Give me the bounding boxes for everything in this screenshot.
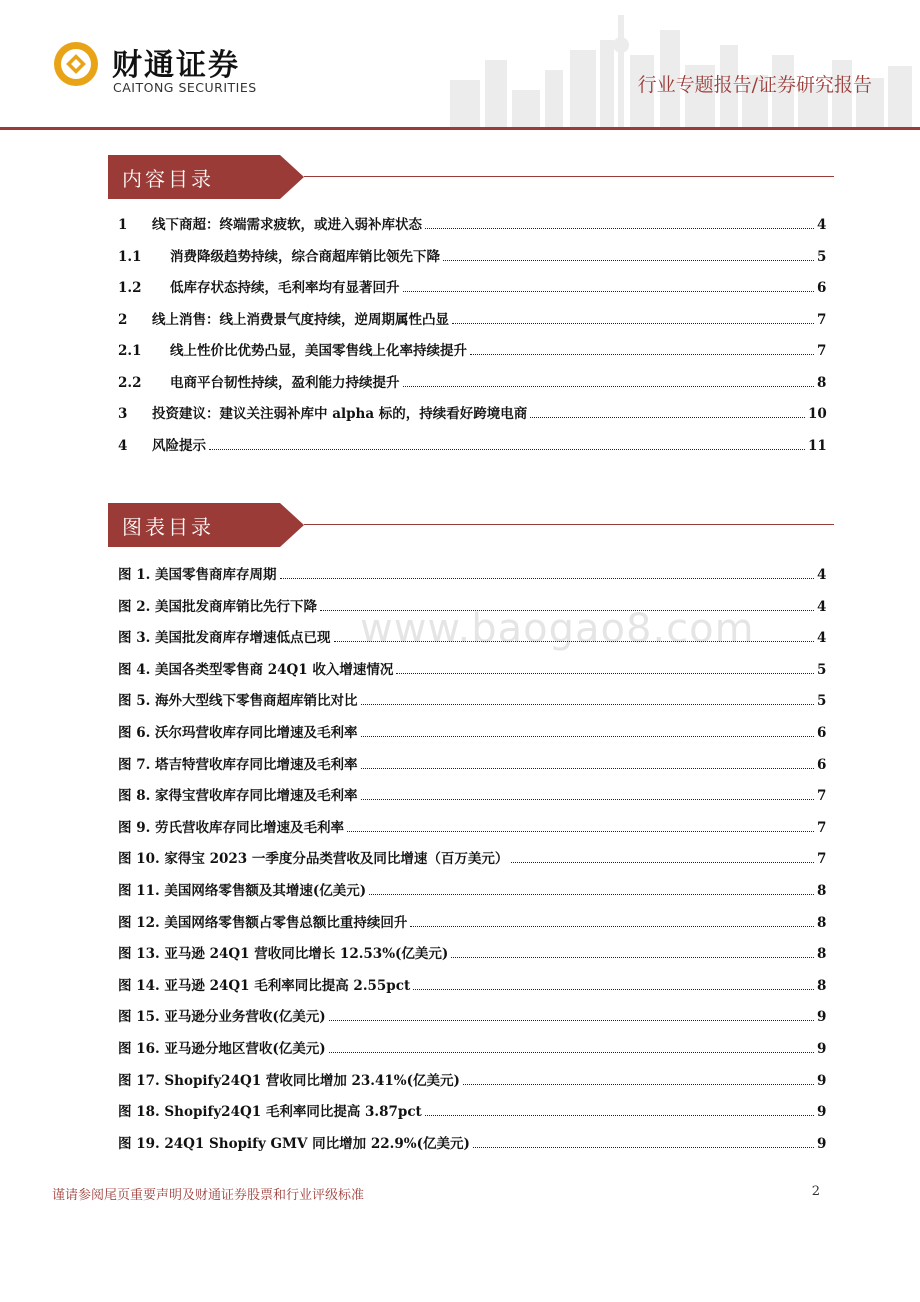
leader-dots	[329, 1052, 814, 1053]
figure-item-page: 9	[817, 1040, 827, 1057]
figure-item[interactable]	[118, 816, 826, 848]
toc-title: 内容目录	[122, 167, 214, 191]
figure-item[interactable]	[118, 658, 826, 690]
toc-item-title: 线上消售：线上消费景气度持续，逆周期属性凸显	[152, 311, 449, 328]
figure-item-title: 图 2. 美国批发商库销比先行下降	[118, 598, 317, 615]
toc-item-number: 1.2	[118, 280, 142, 296]
figure-item-page: 7	[817, 788, 827, 805]
figure-item-page: 9	[817, 1104, 827, 1121]
figures-title: 图表目录	[122, 515, 214, 539]
figure-item[interactable]	[118, 879, 826, 911]
toc-item-page: 4	[817, 217, 827, 233]
toc-item-page: 5	[817, 248, 827, 265]
leader-dots	[280, 578, 815, 579]
figure-item-title: 图 19. 24Q1 Shopify GMV 同比增加 22.9%(亿美元)	[118, 1135, 470, 1152]
toc-item-page: 8	[817, 374, 827, 391]
figure-item-title: 图 8. 家得宝营收库存同比增速及毛利率	[118, 788, 358, 805]
leader-dots	[347, 831, 814, 832]
figure-item-page: 9	[817, 1009, 827, 1026]
figures-section-banner	[108, 503, 834, 547]
figure-item-page: 7	[817, 819, 827, 836]
figure-item-page: 8	[817, 977, 827, 994]
leader-dots	[369, 894, 814, 895]
toc-item-number: 1.1	[118, 248, 142, 265]
toc-item-title: 线下商超：终端需求疲软，或进入弱补库状态	[152, 217, 422, 233]
toc-item-page: 6	[817, 280, 827, 296]
toc-item-page: 7	[817, 343, 827, 359]
toc-item-page: 7	[817, 311, 827, 328]
leader-dots	[425, 1115, 814, 1116]
leader-dots	[320, 610, 814, 611]
brand-name-cn: 财通证券	[112, 48, 240, 83]
figure-item-page: 8	[817, 914, 827, 931]
figure-item-title: 图 16. 亚马逊分地区营收(亿美元)	[118, 1040, 326, 1057]
toc-section-banner	[108, 155, 834, 199]
leader-dots	[451, 957, 814, 958]
leader-dots	[473, 1147, 814, 1148]
figure-item[interactable]	[118, 1100, 826, 1132]
toc-item[interactable]	[118, 339, 826, 371]
header-divider	[0, 127, 920, 130]
figure-item-title: 图 5. 海外大型线下零售商超库销比对比	[118, 693, 358, 710]
toc-item[interactable]	[118, 402, 826, 434]
figure-item-title: 图 6. 沃尔玛营收库存同比增速及毛利率	[118, 724, 358, 741]
toc-item-page: 10	[808, 406, 827, 422]
figure-item-page: 9	[817, 1072, 827, 1089]
figure-item-page: 4	[817, 567, 827, 583]
figure-item-title: 图 4. 美国各类型零售商 24Q1 收入增速情况	[118, 661, 394, 678]
leader-dots	[425, 228, 814, 229]
figure-item[interactable]	[118, 1037, 826, 1069]
leader-dots	[452, 323, 814, 324]
figure-item[interactable]	[118, 974, 826, 1006]
leader-dots	[334, 641, 815, 642]
figure-item[interactable]	[118, 721, 826, 753]
figure-item-title: 图 7. 塔吉特营收库存同比增速及毛利率	[118, 756, 358, 773]
figures-banner-line	[304, 524, 834, 525]
figure-item[interactable]	[118, 911, 826, 943]
figure-item[interactable]	[118, 1069, 826, 1101]
figure-item-title: 图 10. 家得宝 2023 一季度分品类营收及同比增速（百万美元）	[118, 851, 509, 868]
page-number: 2	[811, 1184, 820, 1199]
leader-dots	[410, 926, 814, 927]
figure-item-page: 8	[817, 882, 827, 899]
toc-item[interactable]	[118, 213, 826, 245]
figure-item[interactable]	[118, 689, 826, 721]
figure-item[interactable]	[118, 1132, 826, 1164]
leader-dots	[361, 768, 815, 769]
figure-item-page: 5	[817, 661, 827, 678]
toc-item[interactable]	[118, 245, 826, 277]
leader-dots	[329, 1020, 814, 1021]
figure-item-title: 图 12. 美国网络零售额占零售总额比重持续回升	[118, 914, 408, 931]
figure-item-page: 7	[817, 851, 827, 868]
toc-item-title: 消费降级趋势持续，综合商超库销比领先下降	[170, 248, 440, 265]
figure-item-page: 4	[817, 630, 827, 647]
figure-item-title: 图 3. 美国批发商库存增速低点已现	[118, 630, 331, 647]
leader-dots	[396, 673, 814, 674]
leader-dots	[530, 417, 805, 418]
figure-item[interactable]	[118, 563, 826, 595]
leader-dots	[361, 704, 815, 705]
report-type-label: 行业专题报告/证券研究报告	[637, 74, 872, 96]
brand-name-en: CAITONG SECURITIES	[113, 80, 257, 95]
figure-item-title: 图 14. 亚马逊 24Q1 毛利率同比提高 2.55pct	[118, 977, 411, 994]
figure-item-page: 8	[817, 946, 827, 963]
toc-item-title: 线上性价比优势凸显，美国零售线上化率持续提升	[170, 343, 467, 359]
toc-item[interactable]	[118, 371, 826, 403]
leader-dots	[361, 736, 815, 737]
figure-item[interactable]	[118, 595, 826, 627]
figure-item-page: 9	[817, 1135, 827, 1152]
toc-item-number: 3	[118, 406, 128, 422]
leader-dots	[413, 989, 814, 990]
figure-item[interactable]	[118, 942, 826, 974]
figure-list	[118, 563, 826, 1163]
toc-item[interactable]	[118, 308, 826, 340]
toc-item[interactable]	[118, 276, 826, 308]
leader-dots	[511, 862, 814, 863]
toc-item-title: 投资建议：建议关注弱补库中 alpha 标的，持续看好跨境电商	[152, 406, 528, 422]
figure-item-page: 6	[817, 756, 827, 773]
figure-item[interactable]	[118, 626, 826, 658]
toc-item-title: 风险提示	[152, 437, 206, 454]
figure-item-page: 4	[817, 598, 827, 615]
caitong-logo-icon	[52, 40, 100, 88]
toc-item-title: 低库存状态持续，毛利率均有显著回升	[170, 280, 400, 296]
figure-item-page: 5	[817, 693, 827, 710]
toc-item[interactable]	[118, 434, 826, 466]
figure-item-title: 图 13. 亚马逊 24Q1 营收同比增长 12.53%(亿美元)	[118, 946, 449, 963]
figure-item[interactable]	[118, 784, 826, 816]
toc-item-number: 2.2	[118, 374, 142, 391]
figure-item-title: 图 15. 亚马逊分业务营收(亿美元)	[118, 1009, 326, 1026]
toc-item-page: 11	[808, 437, 827, 454]
figure-item[interactable]	[118, 753, 826, 785]
figure-item-title: 图 18. Shopify24Q1 毛利率同比提高 3.87pct	[118, 1104, 422, 1121]
figure-item[interactable]	[118, 847, 826, 879]
footer-disclaimer: 谨请参阅尾页重要声明及财通证券股票和行业评级标准	[52, 1188, 365, 1203]
figure-item-title: 图 9. 劳氏营收库存同比增速及毛利率	[118, 819, 344, 836]
toc-item-title: 电商平台韧性持续，盈利能力持续提升	[170, 374, 400, 391]
toc-banner-line	[304, 176, 834, 177]
skyline-graphic	[440, 0, 920, 130]
leader-dots	[470, 354, 814, 355]
leader-dots	[361, 799, 815, 800]
toc-item-number: 2	[118, 311, 128, 328]
leader-dots	[403, 386, 815, 387]
leader-dots	[443, 260, 814, 261]
figure-item-title: 图 1. 美国零售商库存周期	[118, 567, 277, 583]
toc-list	[118, 213, 826, 465]
leader-dots	[403, 291, 815, 292]
figure-item-title: 图 11. 美国网络零售额及其增速(亿美元)	[118, 882, 367, 899]
toc-item-number: 4	[118, 437, 128, 454]
figure-item-title: 图 17. Shopify24Q1 营收同比增加 23.41%(亿美元)	[118, 1072, 460, 1089]
leader-dots	[463, 1084, 814, 1085]
watermark: www.baogao8.com	[360, 606, 755, 652]
toc-item-number: 1	[118, 217, 128, 233]
toc-item-number: 2.1	[118, 343, 142, 359]
figure-item-page: 6	[817, 724, 827, 741]
page-header	[0, 0, 920, 140]
figure-item[interactable]	[118, 1005, 826, 1037]
leader-dots	[209, 449, 805, 450]
